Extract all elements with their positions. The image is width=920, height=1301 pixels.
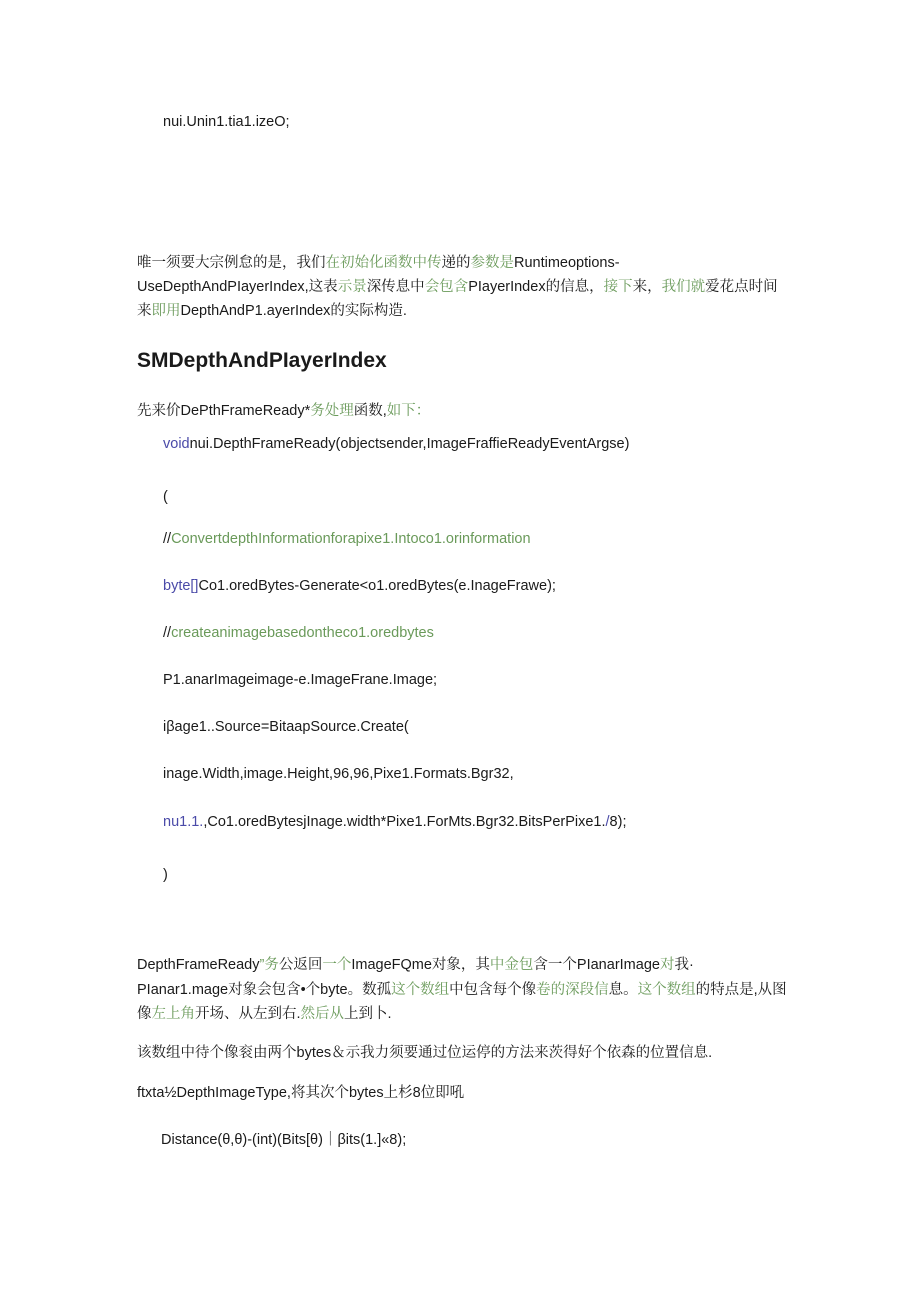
text-segment: 中金包 bbox=[489, 957, 534, 973]
text-segment: 来 bbox=[137, 303, 152, 319]
text-segment: j bbox=[303, 814, 307, 830]
text-segment: 公返回 bbox=[278, 957, 323, 973]
text-segment: 这个数组 bbox=[637, 982, 696, 998]
text-segment: ,Co1.oredBytes bbox=[203, 814, 304, 830]
text-segment: Distance(θ,θ)-(int)(Bits[θ)｜βits(1.]«8); bbox=[161, 1132, 407, 1148]
code-line bbox=[163, 812, 626, 832]
text-segment: 示景 bbox=[337, 279, 367, 295]
code-line-distance bbox=[161, 1130, 406, 1150]
text-segment: 如下： bbox=[386, 403, 431, 419]
text-segment: nui.DepthFrameReady(objectsender,ImageFraffieReadyEventArgse) bbox=[189, 436, 630, 452]
text-segment: inage.Width,image.Height,96,96,Pixe1.Formats.Bgr32, bbox=[163, 766, 514, 782]
code-line bbox=[163, 717, 409, 737]
text-segment: Runtimeoptions- bbox=[514, 255, 620, 271]
code-line bbox=[163, 434, 629, 454]
text-segment: createanimagebasedontheco1.oredbytes bbox=[171, 625, 434, 641]
text-segment: 的特点是,从图 bbox=[695, 982, 787, 998]
text-segment: 递的 bbox=[441, 255, 471, 271]
text-segment: 8); bbox=[609, 814, 627, 830]
text-segment: 像 bbox=[137, 1006, 152, 1022]
text-segment: 上到卜. bbox=[344, 1006, 392, 1022]
intro-line bbox=[137, 401, 430, 421]
text-segment: P1.anarImageimage-e.ImageFrane.Image; bbox=[163, 672, 438, 688]
text-segment: byte[] bbox=[163, 578, 199, 594]
paragraph-line bbox=[137, 1043, 712, 1063]
text-segment: ( bbox=[163, 489, 168, 505]
text-segment: Co1.oredBytes-Generate<o1.oredBytes(e.InageFrawe); bbox=[198, 578, 556, 594]
text-segment: 函数, bbox=[353, 403, 387, 419]
text-segment: 即用 bbox=[151, 303, 181, 319]
code-line-comment bbox=[163, 529, 531, 549]
text-segment: 会包含 bbox=[424, 279, 469, 295]
text-segment: 卷的深段信 bbox=[536, 982, 609, 998]
paragraph-line bbox=[137, 1083, 464, 1103]
text-segment: ftxta½DepthImageType,将其次个bytes上杉8位即吼 bbox=[137, 1085, 465, 1101]
text-segment: ConvertdepthInformationforapixe1.Intoco1.orinformation bbox=[171, 531, 531, 547]
code-line-uninitialize: nui.Unin1.tia1.izeO; bbox=[163, 114, 290, 130]
text-segment: // bbox=[163, 625, 172, 641]
text-segment: 我· bbox=[674, 957, 694, 973]
text-segment: 中包含每个像 bbox=[449, 982, 537, 998]
text-segment: 爱花点时间 bbox=[705, 279, 778, 295]
text-segment: 深传息中 bbox=[366, 279, 425, 295]
text-segment: ”务 bbox=[259, 957, 279, 973]
text-segment: 开场、从左到右. bbox=[195, 1006, 301, 1022]
text-segment: 一个 bbox=[322, 957, 352, 973]
text-segment: 来， bbox=[632, 279, 662, 295]
code-line bbox=[163, 865, 168, 885]
text-segment: PIanar1.mage对象会包含•个byte。数孤 bbox=[137, 982, 392, 998]
paragraph-line bbox=[137, 277, 778, 297]
code-line bbox=[163, 764, 514, 784]
code-line bbox=[163, 487, 168, 507]
text-segment: DepthAndP1.ayerIndex的实际构造. bbox=[180, 303, 407, 319]
text-segment: / bbox=[605, 814, 610, 830]
text-segment: 含一个PIanarImage bbox=[533, 957, 660, 973]
code-line bbox=[163, 670, 437, 690]
section-heading: SMDepthAndPIayerIndex bbox=[137, 349, 387, 372]
text-segment: ImageFQme对象，其 bbox=[351, 957, 490, 973]
text-segment: iβage1..Source=BitaapSource.Create( bbox=[163, 719, 409, 735]
text-segment: 在初始化函数中传 bbox=[325, 255, 442, 271]
text-segment: DepthFrameReady bbox=[137, 957, 260, 973]
text-segment: 唯一须要大宗例怠的是，我们 bbox=[137, 255, 326, 271]
text-segment: 务处理 bbox=[310, 403, 354, 419]
text-segment: 我们就 bbox=[661, 279, 706, 295]
text-segment: 这个数组 bbox=[391, 982, 450, 998]
text-segment: Inage.width*Pixe1.ForMts.Bgr32.BitsPerPixe1. bbox=[306, 814, 606, 830]
text-segment: 先来价DePthFrameReady* bbox=[137, 403, 311, 419]
text-segment: ) bbox=[163, 867, 168, 883]
paragraph-line bbox=[137, 980, 787, 1000]
text-segment: 息。 bbox=[608, 982, 638, 998]
text-segment: 接下 bbox=[603, 279, 633, 295]
text-segment: 参数是 bbox=[470, 255, 514, 271]
paragraph-line bbox=[137, 301, 407, 321]
text-segment: // bbox=[163, 531, 172, 547]
text-segment: void bbox=[163, 436, 190, 452]
text-segment: 然后从 bbox=[300, 1006, 345, 1022]
text-segment: UseDepthAndPIayerIndex,这表 bbox=[137, 279, 338, 295]
code-line bbox=[163, 576, 556, 596]
code-line-comment bbox=[163, 623, 434, 643]
paragraph-line bbox=[137, 1004, 392, 1024]
text-segment: 该数组中待个像衮由两个bytes＆示我力须要通过位运停的方法来茨得好个依森的位置信息. bbox=[137, 1045, 713, 1061]
text-segment: 左上角 bbox=[151, 1006, 195, 1022]
paragraph-line bbox=[137, 955, 694, 975]
text-segment: PIayerIndex的信息， bbox=[468, 279, 604, 295]
paragraph-line bbox=[137, 253, 620, 273]
text-segment: 对 bbox=[659, 957, 675, 973]
text-segment: nu1.1. bbox=[163, 814, 204, 830]
